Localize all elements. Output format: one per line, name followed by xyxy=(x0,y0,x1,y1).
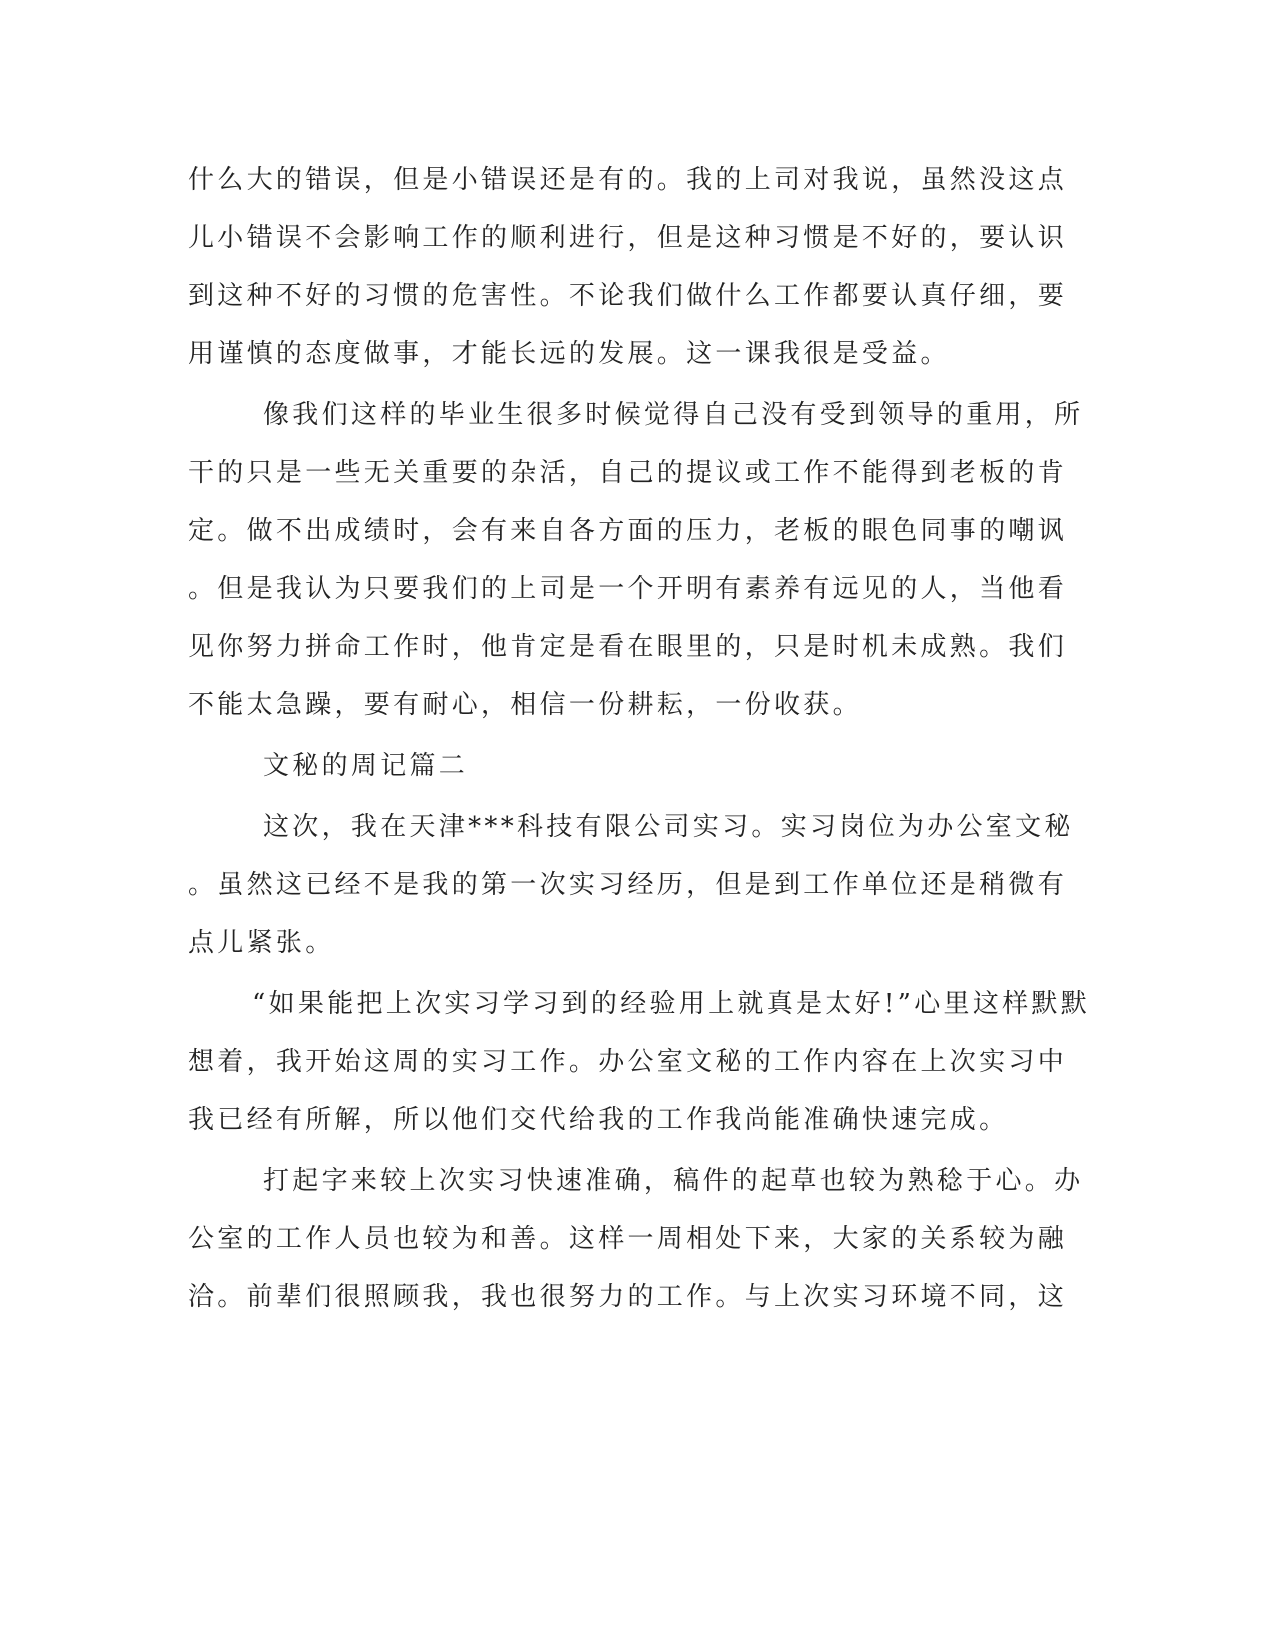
text-line: 什么大的错误，但是小错误还是有的。我的上司对我说，虽然没这点 xyxy=(188,165,1068,195)
section-heading: 文秘的周记篇二 xyxy=(263,751,469,781)
text-line: 点儿紧张。 xyxy=(188,928,335,958)
text-line: 。但是我认为只要我们的上司是一个开明有素养有远见的人，当他看 xyxy=(188,574,1068,604)
text-line: 。虽然这已经不是我的第一次实习经历，但是到工作单位还是稍微有 xyxy=(188,870,1068,900)
text-line: 洽。前辈们很照顾我，我也很努力的工作。与上次实习环境不同，这 xyxy=(188,1282,1068,1312)
text-line: 这次，我在天津***科技有限公司实习。实习岗位为办公室文秘 xyxy=(263,812,1074,842)
text-line: “如果能把上次实习学习到的经验用上就真是太好!”心里这样默默 xyxy=(252,989,1091,1019)
text-line: 我已经有所解，所以他们交代给我的工作我尚能准确快速完成。 xyxy=(188,1105,1009,1135)
text-line: 用谨慎的态度做事，才能长远的发展。这一课我很是受益。 xyxy=(188,339,950,369)
text-line: 见你努力拼命工作时，他肯定是看在眼里的，只是时机未成熟。我们 xyxy=(188,632,1068,662)
text-line: 想着，我开始这周的实习工作。办公室文秘的工作内容在上次实习中 xyxy=(188,1047,1068,1077)
text-line: 定。做不出成绩时，会有来自各方面的压力，老板的眼色同事的嘲讽 xyxy=(188,516,1068,546)
text-line: 打起字来较上次实习快速准确，稿件的起草也较为熟稔于心。办 xyxy=(263,1166,1084,1196)
text-line: 不能太急躁，要有耐心，相信一份耕耘，一份收获。 xyxy=(188,690,862,720)
text-line: 儿小错误不会影响工作的顺利进行，但是这种习惯是不好的，要认识 xyxy=(188,223,1068,253)
text-line: 公室的工作人员也较为和善。这样一周相处下来，大家的关系较为融 xyxy=(188,1224,1068,1254)
text-line: 干的只是一些无关重要的杂活，自己的提议或工作不能得到老板的肯 xyxy=(188,458,1068,488)
text-line: 像我们这样的毕业生很多时候觉得自己没有受到领导的重用，所 xyxy=(263,400,1084,430)
text-line: 到这种不好的习惯的危害性。不论我们做什么工作都要认真仔细，要 xyxy=(188,281,1068,311)
